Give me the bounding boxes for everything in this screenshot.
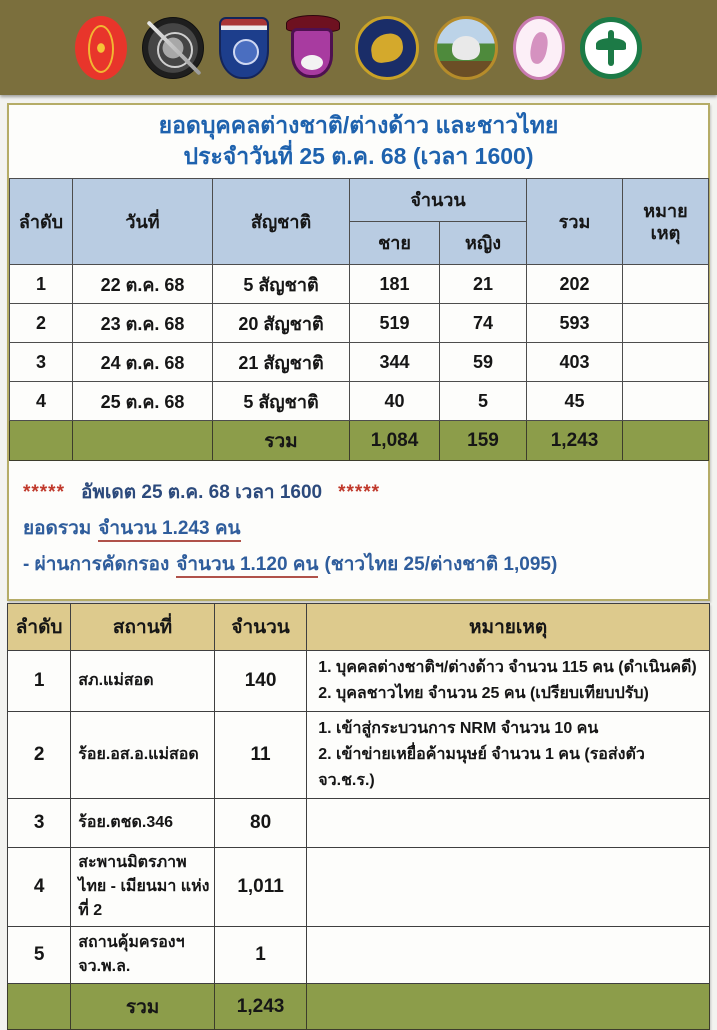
grand-total-value: จำนวน 1.243 คน bbox=[98, 518, 240, 542]
col-header-note-line2: เหตุ bbox=[650, 222, 681, 243]
summary-empty-no bbox=[8, 984, 71, 1030]
location-breakdown-table bbox=[7, 603, 710, 1030]
summary-amount: 1,243 bbox=[214, 984, 306, 1030]
stars-left: ***** bbox=[23, 482, 65, 503]
summary-female: 159 bbox=[440, 421, 527, 461]
table-row bbox=[8, 799, 710, 848]
summary-empty-note bbox=[307, 984, 710, 1030]
cell-no: 1 bbox=[10, 265, 73, 304]
immigration-checkpoint-icon bbox=[284, 15, 340, 81]
cell-female: 5 bbox=[440, 382, 527, 421]
cell-nationality: 20 สัญชาติ bbox=[213, 304, 350, 343]
screened-breakdown: (ชาวไทย 25/ต่างชาติ 1,095) bbox=[324, 554, 558, 575]
provincial-administration-singha-icon bbox=[355, 16, 419, 80]
cell-date: 25 ต.ค. 68 bbox=[73, 382, 213, 421]
cell-note bbox=[623, 343, 709, 382]
royal-thai-army-emblem-icon bbox=[75, 16, 127, 80]
summary-label: รวม bbox=[71, 984, 215, 1030]
table-row bbox=[10, 382, 709, 421]
col-header-male: ชาย bbox=[350, 222, 440, 265]
col-header-place: สถานที่ bbox=[71, 604, 215, 651]
note-line2: 2. บุคลชาวไทย จำนวน 25 คน (เปรียบเทียบปรับ) bbox=[318, 685, 649, 702]
table-row bbox=[10, 304, 709, 343]
cell-note bbox=[307, 927, 710, 984]
cell-note bbox=[623, 382, 709, 421]
cell-total: 593 bbox=[527, 304, 623, 343]
cell-amount: 80 bbox=[214, 799, 306, 848]
col-header-no: ลำดับ bbox=[10, 179, 73, 265]
cell-no: 3 bbox=[8, 799, 71, 848]
col-header-date: วันที่ bbox=[73, 179, 213, 265]
royal-thai-police-icon bbox=[142, 17, 204, 79]
col-header-amount: จำนวน bbox=[350, 179, 527, 222]
cell-total: 403 bbox=[527, 343, 623, 382]
report-title bbox=[9, 105, 708, 178]
col-header-no: ลำดับ bbox=[8, 604, 71, 651]
cell-female: 59 bbox=[440, 343, 527, 382]
table-row bbox=[10, 265, 709, 304]
summary-empty-note bbox=[623, 421, 709, 461]
cell-amount: 11 bbox=[214, 712, 306, 799]
table-row bbox=[8, 712, 710, 799]
social-development-ministry-icon bbox=[513, 16, 565, 80]
col-header-female: หญิง bbox=[440, 222, 527, 265]
summary-total: 1,243 bbox=[527, 421, 623, 461]
cell-total: 202 bbox=[527, 265, 623, 304]
table-row bbox=[10, 343, 709, 382]
cell-date: 22 ต.ค. 68 bbox=[73, 265, 213, 304]
cell-nationality: 5 สัญชาติ bbox=[213, 265, 350, 304]
cell-male: 344 bbox=[350, 343, 440, 382]
cell-male: 519 bbox=[350, 304, 440, 343]
cell-note bbox=[623, 265, 709, 304]
cell-female: 74 bbox=[440, 304, 527, 343]
cell-place: ร้อย.อส.อ.แม่สอด bbox=[71, 712, 215, 799]
cell-place: สถานคุ้มครองฯ จว.พ.ล. bbox=[71, 927, 215, 984]
cell-male: 181 bbox=[350, 265, 440, 304]
summary-report-box bbox=[7, 103, 710, 601]
cell-note bbox=[307, 848, 710, 927]
cell-nationality: 5 สัญชาติ bbox=[213, 382, 350, 421]
ministry-of-public-health-icon bbox=[580, 17, 642, 79]
summary-male: 1,084 bbox=[350, 421, 440, 461]
cell-note bbox=[307, 651, 710, 712]
report-title-line1: ยอดบุคคลต่างชาติ/ต่างด้าว และชาวไทย bbox=[158, 112, 559, 138]
col-header-note: หมายเหตุ bbox=[307, 604, 710, 651]
report-title-line2: ประจำวันที่ 25 ต.ค. 68 (เวลา 1600) bbox=[183, 143, 534, 169]
cell-no: 2 bbox=[10, 304, 73, 343]
checkpoint-shield-icon bbox=[291, 28, 333, 78]
cell-note bbox=[307, 712, 710, 799]
province-seal-elephant-icon bbox=[434, 16, 498, 80]
summary-label: รวม bbox=[213, 421, 350, 461]
summary-row bbox=[8, 984, 710, 1030]
col-header-amount: จำนวน bbox=[214, 604, 306, 651]
summary-row bbox=[10, 421, 709, 461]
grand-total-prefix: ยอดรวม bbox=[23, 518, 92, 539]
cell-no: 2 bbox=[8, 712, 71, 799]
agency-logo-banner bbox=[0, 0, 717, 95]
cell-amount: 1 bbox=[214, 927, 306, 984]
stars-right: ***** bbox=[338, 482, 381, 503]
cell-no: 4 bbox=[10, 382, 73, 421]
col-header-note bbox=[623, 179, 709, 265]
cell-amount: 1,011 bbox=[214, 848, 306, 927]
cell-female: 21 bbox=[440, 265, 527, 304]
table-row bbox=[8, 927, 710, 984]
screened-value: จำนวน 1.120 คน bbox=[176, 554, 318, 578]
grand-total-line bbox=[23, 511, 694, 547]
update-line bbox=[23, 475, 694, 511]
col-header-note-line1: หมาย bbox=[643, 200, 688, 221]
table-row bbox=[8, 651, 710, 712]
cell-total: 45 bbox=[527, 382, 623, 421]
cell-place: สภ.แม่สอด bbox=[71, 651, 215, 712]
cell-place: สะพานมิตรภาพไทย - เมียนมา แห่งที่ 2 bbox=[71, 848, 215, 927]
cell-nationality: 21 สัญชาติ bbox=[213, 343, 350, 382]
cell-no: 3 bbox=[10, 343, 73, 382]
cell-male: 40 bbox=[350, 382, 440, 421]
screened-line bbox=[23, 547, 694, 583]
summary-empty-date bbox=[73, 421, 213, 461]
cell-place: ร้อย.ตชด.346 bbox=[71, 799, 215, 848]
cell-no: 1 bbox=[8, 651, 71, 712]
immigration-bureau-icon bbox=[219, 17, 269, 79]
cell-note bbox=[307, 799, 710, 848]
cell-no: 5 bbox=[8, 927, 71, 984]
cell-amount: 140 bbox=[214, 651, 306, 712]
table-row bbox=[8, 848, 710, 927]
update-text: อัพเดต 25 ต.ค. 68 เวลา 1600 bbox=[80, 482, 323, 503]
note-line2: 2. เข้าข่ายเหยื่อค้ามนุษย์ จำนวน 1 คน (รอส่งตัว จว.ช.ร.) bbox=[318, 746, 645, 789]
cell-no: 4 bbox=[8, 848, 71, 927]
note-line1: 1. เข้าสู่กระบวนการ NRM จำนวน 10 คน bbox=[318, 720, 599, 737]
update-notes bbox=[9, 461, 708, 599]
daily-nationality-table bbox=[9, 178, 709, 461]
summary-empty-no bbox=[10, 421, 73, 461]
col-header-nationality: สัญชาติ bbox=[213, 179, 350, 265]
cell-note bbox=[623, 304, 709, 343]
cell-date: 24 ต.ค. 68 bbox=[73, 343, 213, 382]
note-line1: 1. บุคคลต่างชาติฯ/ต่างด้าว จำนวน 115 คน (ดำเนินคดี) bbox=[318, 659, 697, 676]
screened-prefix: - ผ่านการคัดกรอง bbox=[23, 554, 170, 575]
cell-date: 23 ต.ค. 68 bbox=[73, 304, 213, 343]
col-header-total: รวม bbox=[527, 179, 623, 265]
